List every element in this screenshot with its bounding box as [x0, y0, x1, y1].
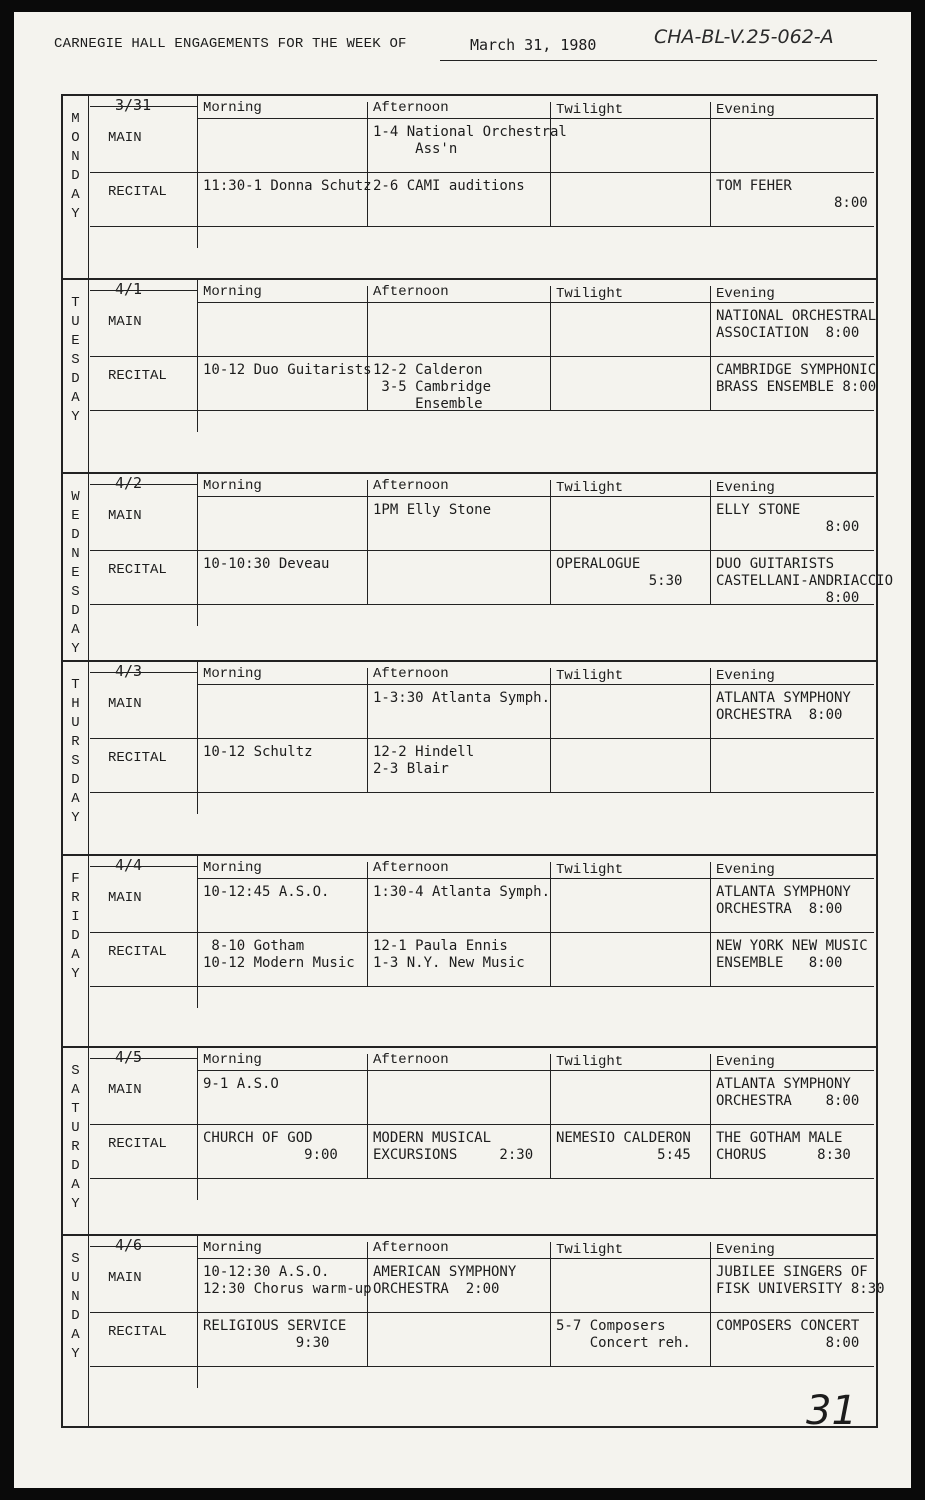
day-letter: E: [71, 333, 80, 349]
row-divider: [90, 672, 197, 673]
column-header-twilight: Twilight: [556, 480, 624, 496]
column-divider: [710, 102, 711, 226]
column-divider: [550, 862, 551, 986]
main-evening-cell: JUBILEE SINGERS OF FISK UNIVERSITY 8:30: [716, 1264, 885, 1297]
column-header-twilight: Twilight: [556, 102, 624, 118]
row-divider: [90, 1178, 874, 1179]
row-label-recital: RECITAL: [108, 184, 167, 200]
column-divider: [550, 1242, 551, 1366]
day-block: [63, 96, 876, 280]
row-label-recital: RECITAL: [108, 562, 167, 578]
row-label-recital: RECITAL: [108, 1136, 167, 1152]
column-divider: [367, 862, 368, 986]
column-divider: [197, 986, 198, 1008]
day-letter: Y: [71, 1346, 80, 1362]
day-letter: H: [71, 696, 80, 712]
row-label-recital: RECITAL: [108, 1324, 167, 1340]
day-letter: W: [71, 489, 80, 505]
day-name-vertical: [63, 96, 89, 278]
day-letter: U: [71, 715, 80, 731]
row-divider: [90, 356, 874, 357]
column-divider: [197, 410, 198, 432]
row-divider: [90, 550, 874, 551]
recital-evening-cell: COMPOSERS CONCERT 8:00: [716, 1318, 860, 1351]
day-letter: Y: [71, 206, 80, 222]
recital-afternoon-cell: 12-1 Paula Ennis 1-3 N.Y. New Music: [373, 938, 525, 971]
recital-morning-cell: 11:30-1 Donna Schutz: [203, 178, 372, 194]
row-divider: [197, 496, 874, 497]
day-letter: R: [71, 890, 80, 906]
day-letter: S: [71, 352, 80, 368]
column-header-afternoon: Afternoon: [373, 1240, 449, 1256]
day-letter: U: [71, 1120, 80, 1136]
day-letter: N: [71, 546, 80, 562]
column-divider: [550, 102, 551, 226]
row-divider: [90, 1124, 874, 1125]
day-name-vertical: [63, 1236, 89, 1426]
column-header-afternoon: Afternoon: [373, 860, 449, 876]
day-letter: D: [71, 1158, 80, 1174]
day-letter: A: [71, 1327, 80, 1343]
day-letter: Y: [71, 966, 80, 982]
recital-afternoon-cell: MODERN MUSICAL EXCURSIONS 2:30: [373, 1130, 534, 1163]
day-letter: A: [71, 791, 80, 807]
recital-morning-cell: 10-12 Duo Guitarists: [203, 362, 372, 378]
column-divider: [367, 1054, 368, 1178]
row-divider: [90, 172, 874, 173]
column-divider: [367, 1242, 368, 1366]
day-letter: A: [71, 390, 80, 406]
column-header-afternoon: Afternoon: [373, 284, 449, 300]
column-header-twilight: Twilight: [556, 1054, 624, 1070]
day-letter: Y: [71, 1196, 80, 1212]
column-divider: [197, 474, 198, 604]
row-label-main: MAIN: [108, 696, 142, 712]
column-header-evening: Evening: [716, 1242, 775, 1258]
day-letter: A: [71, 622, 80, 638]
column-header-afternoon: Afternoon: [373, 1052, 449, 1068]
column-divider: [197, 1366, 198, 1388]
column-header-morning: Morning: [203, 478, 262, 494]
main-morning-cell: 9-1 A.S.O: [203, 1076, 279, 1092]
column-header-morning: Morning: [203, 860, 262, 876]
day-letter: S: [71, 1251, 80, 1267]
day-letter: D: [71, 603, 80, 619]
day-letter: A: [71, 1082, 80, 1098]
column-divider: [197, 662, 198, 792]
column-divider: [550, 286, 551, 410]
row-label-main: MAIN: [108, 890, 142, 906]
column-header-twilight: Twilight: [556, 1242, 624, 1258]
row-divider: [90, 1246, 197, 1247]
main-morning-cell: 10-12:45 A.S.O.: [203, 884, 330, 900]
day-letter: S: [71, 584, 80, 600]
column-divider: [550, 668, 551, 792]
row-divider: [197, 1258, 874, 1259]
day-letter: D: [71, 928, 80, 944]
column-divider: [197, 792, 198, 814]
recital-evening-cell: THE GOTHAM MALE CHORUS 8:30: [716, 1130, 851, 1163]
recital-morning-cell: 10-12 Schultz: [203, 744, 313, 760]
row-divider: [90, 484, 197, 485]
day-letter: A: [71, 187, 80, 203]
day-letter: D: [71, 527, 80, 543]
day-block: [63, 474, 894, 662]
recital-evening-cell: DUO GUITARISTS CASTELLANI-ANDRIACCIO 8:00: [716, 556, 894, 606]
recital-evening-cell: CAMBRIDGE SYMPHONIC BRASS ENSEMBLE 8:00: [716, 362, 877, 395]
day-letter: U: [71, 314, 80, 330]
column-divider: [367, 102, 368, 226]
column-header-evening: Evening: [716, 102, 775, 118]
recital-morning-cell: RELIGIOUS SERVICE 9:30: [203, 1318, 347, 1351]
row-divider: [90, 932, 874, 933]
day-date: 4/1: [115, 280, 143, 298]
row-label-recital: RECITAL: [108, 944, 167, 960]
day-name-vertical: [63, 280, 89, 472]
day-letter: N: [71, 149, 80, 165]
row-divider: [90, 866, 197, 867]
column-header-evening: Evening: [716, 862, 775, 878]
day-letter: T: [71, 295, 80, 311]
day-letter: U: [71, 1270, 80, 1286]
recital-morning-cell: 10-10:30 Deveau: [203, 556, 330, 572]
day-letter: D: [71, 1308, 80, 1324]
main-afternoon-cell: 1-3:30 Atlanta Symph.: [373, 690, 551, 706]
column-divider: [710, 286, 711, 410]
recital-morning-cell: CHURCH OF GOD 9:00: [203, 1130, 338, 1163]
row-label-recital: RECITAL: [108, 368, 167, 384]
day-letter: A: [71, 1177, 80, 1193]
column-divider: [197, 226, 198, 248]
column-divider: [367, 668, 368, 792]
column-divider: [367, 480, 368, 604]
day-name-vertical: [63, 856, 89, 1046]
day-letter: I: [71, 909, 80, 925]
main-afternoon-cell: AMERICAN SYMPHONY ORCHESTRA 2:00: [373, 1264, 517, 1297]
column-divider: [710, 862, 711, 986]
schedule-grid: [61, 94, 894, 1428]
day-letter: Y: [71, 810, 80, 826]
column-header-evening: Evening: [716, 1054, 775, 1070]
main-evening-cell: ATLANTA SYMPHONY ORCHESTRA 8:00: [716, 884, 851, 917]
column-divider: [710, 668, 711, 792]
day-letter: Y: [71, 641, 80, 657]
day-letter: R: [71, 734, 80, 750]
day-letter: D: [71, 168, 80, 184]
day-date: 4/4: [115, 856, 143, 874]
main-afternoon-cell: 1-4 National Orchestral Ass'n: [373, 124, 567, 157]
main-evening-cell: ATLANTA SYMPHONY ORCHESTRA 8:00: [716, 1076, 860, 1109]
column-divider: [197, 1048, 198, 1178]
recital-afternoon-cell: 12-2 Calderon 3-5 Cambridge Ensemble: [373, 362, 492, 412]
day-block: [63, 662, 876, 856]
document-title: CARNEGIE HALL ENGAGEMENTS FOR THE WEEK OF: [54, 36, 407, 52]
day-letter: D: [71, 772, 80, 788]
day-letter: N: [71, 1289, 80, 1305]
row-divider: [90, 1366, 874, 1367]
main-morning-cell: 10-12:30 A.S.O. 12:30 Chorus warm-up: [203, 1264, 372, 1297]
row-label-main: MAIN: [108, 314, 142, 330]
main-evening-cell: NATIONAL ORCHESTRAL ASSOCIATION 8:00: [716, 308, 877, 341]
column-divider: [550, 480, 551, 604]
day-letter: F: [71, 871, 80, 887]
recital-twilight-cell: 5-7 Composers Concert reh.: [556, 1318, 691, 1351]
column-header-evening: Evening: [716, 668, 775, 684]
row-divider: [90, 986, 874, 987]
day-date: 4/5: [115, 1048, 143, 1066]
column-header-twilight: Twilight: [556, 668, 624, 684]
day-date: 3/31: [115, 96, 152, 114]
day-name-vertical: [63, 662, 89, 854]
recital-evening-cell: TOM FEHER 8:00: [716, 178, 868, 211]
page-number: 31: [806, 1388, 857, 1434]
main-afternoon-cell: 1PM Elly Stone: [373, 502, 492, 518]
row-divider: [197, 878, 874, 879]
row-divider: [90, 226, 874, 227]
day-name-vertical: [63, 1048, 89, 1234]
day-letter: D: [71, 371, 80, 387]
day-block: [63, 280, 876, 474]
day-letter: M: [71, 111, 80, 127]
row-divider: [197, 302, 874, 303]
day-block: [63, 856, 876, 1048]
day-date: 4/6: [115, 1236, 143, 1254]
recital-twilight-cell: OPERALOGUE 5:30: [556, 556, 683, 589]
column-header-twilight: Twilight: [556, 286, 624, 302]
archive-code: CHA-BL-V.25-062-A: [654, 26, 834, 48]
main-evening-cell: ATLANTA SYMPHONY ORCHESTRA 8:00: [716, 690, 851, 723]
column-divider: [367, 286, 368, 410]
column-header-morning: Morning: [203, 284, 262, 300]
day-block: [63, 1048, 876, 1236]
day-letter: E: [71, 565, 80, 581]
recital-afternoon-cell: 2-6 CAMI auditions: [373, 178, 525, 194]
recital-evening-cell: NEW YORK NEW MUSIC ENSEMBLE 8:00: [716, 938, 868, 971]
column-header-afternoon: Afternoon: [373, 478, 449, 494]
row-label-main: MAIN: [108, 130, 142, 146]
column-divider: [710, 480, 711, 604]
week-date: March 31, 1980: [470, 36, 597, 54]
column-header-twilight: Twilight: [556, 862, 624, 878]
main-evening-cell: ELLY STONE 8:00: [716, 502, 860, 535]
row-divider: [90, 738, 874, 739]
column-divider: [197, 1236, 198, 1366]
column-divider: [710, 1242, 711, 1366]
column-header-morning: Morning: [203, 1052, 262, 1068]
column-header-morning: Morning: [203, 666, 262, 682]
row-label-recital: RECITAL: [108, 750, 167, 766]
column-divider: [197, 604, 198, 626]
row-divider: [90, 1058, 197, 1059]
recital-twilight-cell: NEMESIO CALDERON 5:45: [556, 1130, 691, 1163]
day-letter: R: [71, 1139, 80, 1155]
column-divider: [197, 96, 198, 226]
day-letter: E: [71, 508, 80, 524]
day-date: 4/3: [115, 662, 143, 680]
day-block: [63, 1236, 885, 1426]
column-header-morning: Morning: [203, 100, 262, 116]
row-divider: [197, 684, 874, 685]
main-afternoon-cell: 1:30-4 Atlanta Symph.: [373, 884, 551, 900]
column-header-evening: Evening: [716, 480, 775, 496]
column-header-evening: Evening: [716, 286, 775, 302]
row-divider: [90, 290, 197, 291]
row-label-main: MAIN: [108, 1270, 142, 1286]
column-divider: [550, 1054, 551, 1178]
day-letter: S: [71, 1063, 80, 1079]
day-letter: O: [71, 130, 80, 146]
day-name-vertical: [63, 474, 89, 660]
column-divider: [197, 856, 198, 986]
column-divider: [710, 1054, 711, 1178]
day-date: 4/2: [115, 474, 143, 492]
recital-morning-cell: 8-10 Gotham 10-12 Modern Music: [203, 938, 355, 971]
row-divider: [90, 792, 874, 793]
row-divider: [90, 106, 197, 107]
row-divider: [90, 1312, 874, 1313]
day-letter: T: [71, 677, 80, 693]
column-divider: [197, 280, 198, 410]
date-underline: [440, 60, 877, 61]
day-letter: T: [71, 1101, 80, 1117]
column-header-afternoon: Afternoon: [373, 100, 449, 116]
column-header-afternoon: Afternoon: [373, 666, 449, 682]
recital-afternoon-cell: 12-2 Hindell 2-3 Blair: [373, 744, 475, 777]
row-divider: [197, 118, 874, 119]
day-letter: A: [71, 947, 80, 963]
column-divider: [197, 1178, 198, 1200]
day-letter: S: [71, 753, 80, 769]
row-label-main: MAIN: [108, 508, 142, 524]
row-label-main: MAIN: [108, 1082, 142, 1098]
day-letter: Y: [71, 409, 80, 425]
column-header-morning: Morning: [203, 1240, 262, 1256]
row-divider: [197, 1070, 874, 1071]
